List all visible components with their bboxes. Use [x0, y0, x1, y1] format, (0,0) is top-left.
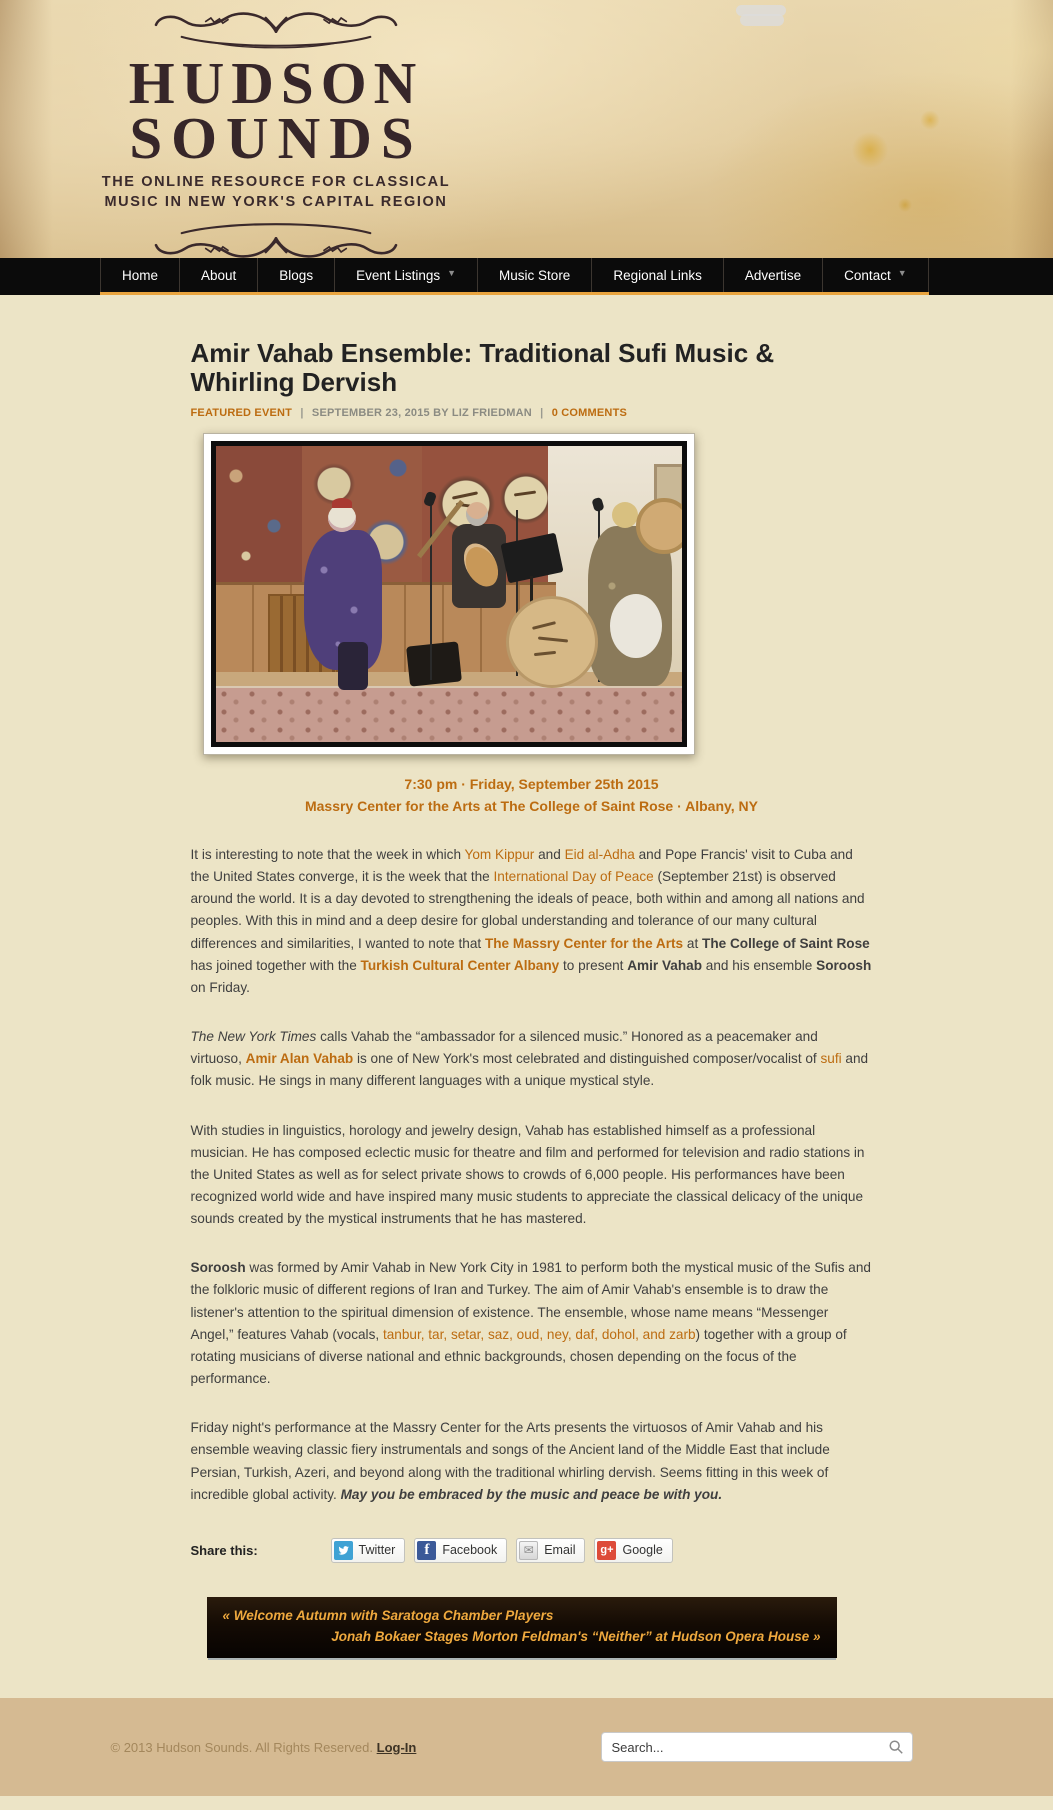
nav-item-label: Event Listings: [356, 267, 441, 283]
nav-item-label: Music Store: [499, 267, 571, 283]
share-button-label: Twitter: [358, 1543, 396, 1558]
photo-musician-right: [612, 502, 638, 528]
chevron-down-icon: ▼: [897, 268, 907, 278]
meta-separator: |: [540, 406, 544, 419]
article-photo: [203, 433, 695, 755]
nav-item-regional-links[interactable]: [592, 258, 724, 292]
text-segment: on Friday.: [190, 979, 250, 995]
share-facebook-button[interactable]: [414, 1538, 507, 1563]
article: [111, 339, 943, 1658]
nav-item-advertise[interactable]: [724, 258, 823, 292]
share-label: Share this:: [190, 1542, 258, 1558]
text-segment: (September 21st) is observed around the world. It is a day devoted to strengthening the ideals of peace, both within and among all nations and peoples. With this in mind and a deep desire for global understanding and tolerance of our many cultural differences and similarities, I wanted to note that: [190, 869, 865, 951]
photo-scene: [216, 446, 682, 742]
share-button-label: Email: [544, 1543, 576, 1558]
nav-item-about[interactable]: [180, 258, 258, 292]
next-post-link[interactable]: Jonah Bokaer Stages Morton Feldman's “Neither” at Hudson Opera House »: [331, 1629, 821, 1645]
article-body: [191, 844, 873, 1506]
main-content-area: [0, 295, 1053, 1698]
nav-item-home[interactable]: [100, 258, 180, 292]
copyright-label: © 2013 Hudson Sounds. All Rights Reserved.: [110, 1739, 374, 1755]
article-paragraph: [191, 1257, 873, 1390]
ui-artifact: [736, 5, 790, 27]
share-button-label: Google: [622, 1543, 663, 1558]
photo-musician-left: [332, 498, 352, 508]
googleplus-icon: g+: [597, 1541, 616, 1560]
share-google-button[interactable]: [594, 1538, 672, 1563]
text-segment: calls Vahab the “ambassador for a silenced music.” Honored as a peacemaker and virtuoso,: [190, 1029, 818, 1067]
text-segment: May you be embraced by the music and peace be with you.: [340, 1486, 723, 1502]
text-segment: to present: [559, 957, 628, 973]
comments-link[interactable]: 0 COMMENTS: [551, 406, 628, 419]
text-segment: has joined together with the: [190, 957, 361, 973]
flourish-ornament-top: [121, 6, 431, 54]
text-segment: Amir Vahab: [627, 957, 703, 973]
article-meta: [191, 407, 873, 419]
article-paragraph: [191, 1417, 873, 1506]
nav-item-blogs[interactable]: [258, 258, 335, 292]
photo-musician-center: [466, 502, 488, 526]
event-datetime: 7:30 pm · Friday, September 25th 2015: [404, 775, 659, 792]
copyright-text: [111, 1740, 417, 1755]
nav-item-label: Blogs: [279, 267, 314, 283]
inline-link[interactable]: Turkish Cultural Center Albany: [360, 957, 560, 973]
inline-link[interactable]: Yom Kippur: [464, 846, 535, 862]
photo-musician-left: [328, 504, 356, 532]
text-segment: The New York Times: [190, 1029, 317, 1045]
page-title: Amir Vahab Ensemble: Traditional Sufi Music & Whirling Dervish: [190, 338, 775, 398]
twitter-icon: [334, 1541, 353, 1560]
nav-item-label: Contact: [844, 267, 891, 283]
category-link[interactable]: FEATURED EVENT: [190, 406, 293, 419]
inline-link[interactable]: sufi: [820, 1051, 842, 1067]
previous-post-link[interactable]: « Welcome Autumn with Saratoga Chamber Players: [222, 1607, 554, 1623]
facebook-icon: f: [417, 1541, 436, 1560]
meta-separator: |: [300, 406, 304, 419]
text-segment: and his ensemble: [702, 957, 817, 973]
text-segment: Friday night's performance at the Massry Center for the Arts presents the virtuosos of Amir Vahab and his ensemble weaving classic fiery instrumentals and songs of the Ancient land of the Middle East that include Persian, Turkish, Azeri, and beyond along with the traditional whirling dervish. Seems fitting in this week of incredible global activity.: [190, 1420, 830, 1502]
nav-item-label: Regional Links: [613, 267, 702, 283]
article-paragraph: [191, 844, 873, 999]
photo-tapestry: [216, 446, 302, 582]
site-title: HUDSON SOUNDS: [128, 50, 424, 171]
article-date: SEPTEMBER 23, 2015 BY: [311, 406, 449, 419]
inline-link[interactable]: Amir Alan Vahab: [245, 1051, 354, 1067]
post-navigation: [207, 1597, 837, 1658]
chevron-down-icon: ▼: [447, 268, 457, 278]
footer-search: [601, 1732, 913, 1762]
article-paragraph: [191, 1026, 873, 1092]
share-button-label: Facebook: [442, 1543, 498, 1558]
site-tagline: THE ONLINE RESOURCE FOR CLASSICAL MUSIC IN NEW YORK'S CAPITAL REGION: [101, 173, 451, 211]
photo-musician-right: [610, 594, 662, 658]
site-footer: [0, 1698, 1053, 1796]
share-section: [191, 1538, 873, 1563]
inline-link[interactable]: International Day of Peace: [493, 869, 654, 885]
photo-mic-stand: [430, 500, 432, 680]
email-icon: ✉: [519, 1541, 538, 1560]
text-segment: and folk music. He sings in many different languages with a unique mystical style.: [190, 1051, 869, 1089]
flourish-ornament-bottom: [121, 216, 431, 258]
text-segment: ) together with a group of rotating musicians of diverse national and ethnic backgrounds, chosen depending on the focus of the performance.: [190, 1326, 847, 1387]
nav-item-label: Home: [122, 267, 159, 283]
inline-link[interactable]: tanbur, tar, setar, saz, oud, ney, daf, dohol, and zarb: [382, 1326, 696, 1342]
photo-inner-frame: [211, 441, 687, 747]
photo-musician-left: [338, 642, 368, 690]
share-email-button[interactable]: [516, 1538, 585, 1563]
text-segment: With studies in linguistics, horology and jewelry design, Vahab has established himself as a professional musician. He has composed eclectic music for theatre and film and performed for television and radio stations in the United States as well as for select private shows to crowds of 6,000 people. His performances have been recognized world wide and have inspired many music students to appreciate the classical delicacy of the unique sounds created by the mystical instruments that he has mastered.: [190, 1122, 865, 1227]
nav-item-label: Advertise: [744, 267, 802, 283]
site-logo[interactable]: [98, 6, 454, 258]
event-details: [191, 773, 873, 817]
photo-carpet: [216, 686, 682, 742]
photo-frame-drum: [506, 596, 598, 688]
article-paragraph: [191, 1120, 873, 1231]
nav-item-contact[interactable]: [823, 258, 928, 292]
nav-item-label: About: [201, 267, 237, 283]
text-segment: It is interesting to note that the week in which: [190, 846, 465, 862]
main-nav: [0, 258, 1053, 295]
event-venue: Massry Center for the Arts at The College of Saint Rose · Albany, NY: [304, 797, 758, 814]
nav-item-music-store[interactable]: [478, 258, 592, 292]
text-segment: and Pope Francis' visit to Cuba and the United States converge, it is the week that the: [190, 846, 853, 885]
text-segment: at: [683, 935, 703, 951]
search-icon[interactable]: [888, 1739, 904, 1755]
photo-decor: [406, 641, 462, 686]
article-author: LIZ FRIEDMAN: [451, 406, 532, 419]
inline-link[interactable]: The Massry Center for the Arts: [484, 935, 684, 951]
text-segment: The College of Saint Rose: [702, 935, 870, 951]
text-segment: Soroosh: [190, 1260, 246, 1276]
text-segment: is one of New York's most celebrated and distinguished composer/vocalist of: [353, 1051, 821, 1067]
nav-item-event-listings[interactable]: [335, 258, 478, 292]
search-input[interactable]: [601, 1732, 913, 1762]
text-segment: and: [534, 846, 565, 862]
login-link[interactable]: Log-In: [376, 1739, 417, 1755]
inline-link[interactable]: Eid al-Adha: [564, 846, 635, 862]
text-segment: was formed by Amir Vahab in New York City in 1981 to perform both the mystical music of the Sufis and the folkloric music of different regions of Iran and Turkey. The aim of Amir Vahab's ensemble is to draw the listener's attention to the spiritual dimension of existence. The ensemble, whose name means “Messenger Angel,” features Vahab (vocals,: [190, 1260, 871, 1342]
text-segment: Soroosh: [816, 957, 872, 973]
share-twitter-button[interactable]: [331, 1538, 406, 1563]
site-header: [0, 0, 1053, 258]
